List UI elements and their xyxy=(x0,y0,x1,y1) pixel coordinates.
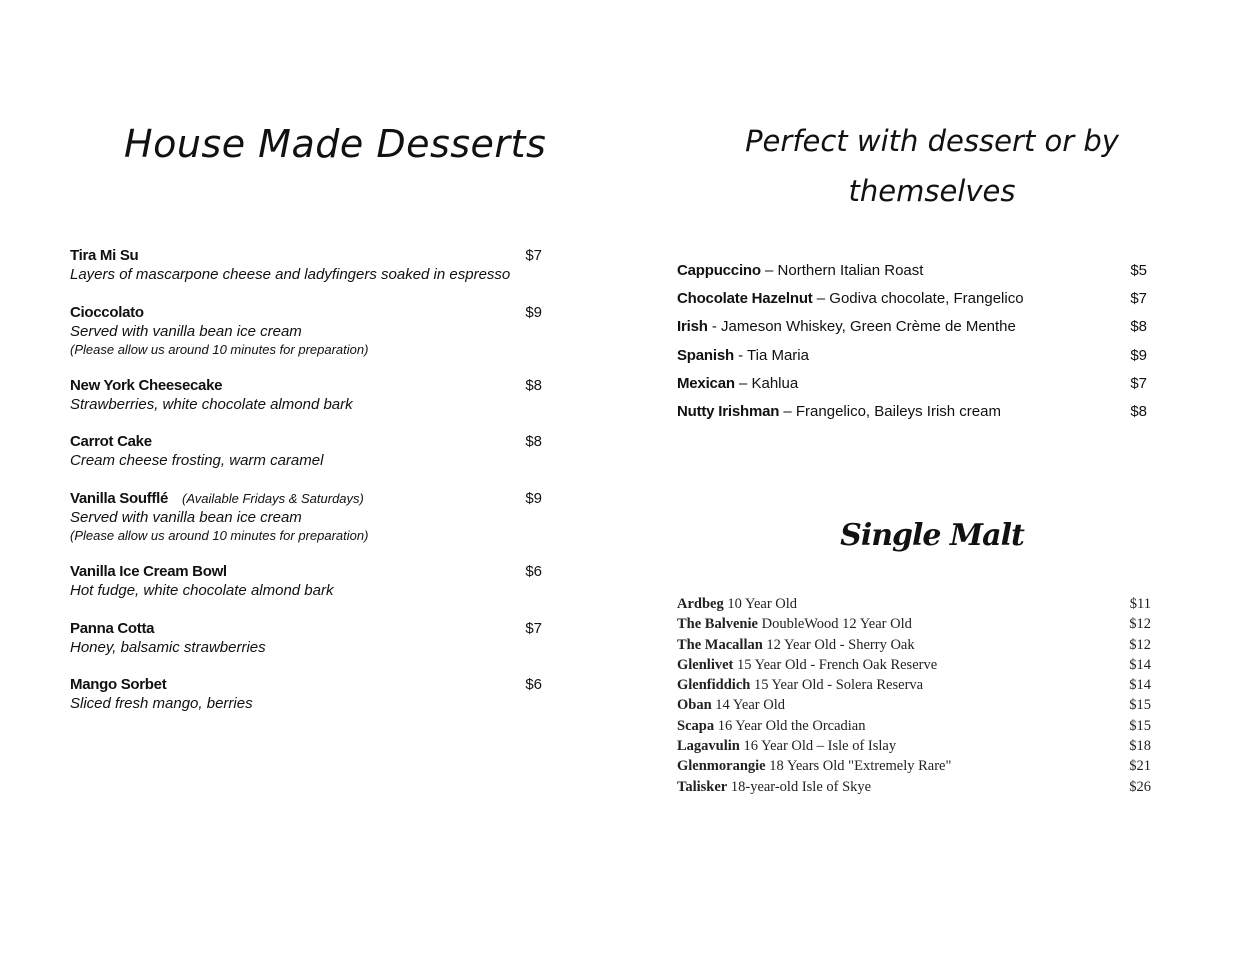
drink-name: Nutty Irishman xyxy=(677,402,780,420)
dessert-name: Vanilla Soufflé xyxy=(70,490,169,507)
availability-note: (Available Fridays & Saturdays) xyxy=(182,491,364,506)
malt-name: Glenmorangie xyxy=(677,758,766,775)
malt-item xyxy=(677,635,1151,655)
dessert-item xyxy=(70,246,542,303)
dessert-item xyxy=(70,675,542,715)
malt-name: Talisker xyxy=(677,778,728,795)
malt-price: $11 xyxy=(1129,596,1151,612)
dessert-name: Mango Sorbet xyxy=(70,676,167,693)
dessert-name: Panna Cotta xyxy=(70,620,155,637)
dessert-price: $7 xyxy=(525,620,542,637)
malt-detail: 10 Year Old xyxy=(723,596,798,612)
dessert-item xyxy=(70,376,542,432)
malt-price: $15 xyxy=(1129,697,1151,714)
malt-item xyxy=(677,675,1151,695)
drinks-title: Perfect with dessert or by themselves xyxy=(745,124,1119,208)
dessert-item xyxy=(70,619,542,675)
drink-detail: – Godiva chocolate, Frangelico xyxy=(812,290,1024,308)
drink-price: $9 xyxy=(1130,346,1147,364)
dessert-item xyxy=(70,303,542,376)
malt-item xyxy=(677,736,1151,756)
malt-name: The Balvenie xyxy=(677,616,758,633)
dessert-prep-note: (Please allow us around 10 minutes for preparation) xyxy=(70,528,369,543)
malt-price: $18 xyxy=(1129,738,1151,755)
malt-item xyxy=(677,695,1151,715)
dessert-price: $6 xyxy=(525,563,542,580)
drink-item xyxy=(677,289,1147,317)
malt-detail: 15 Year Old - French Oak Reserve xyxy=(733,656,938,673)
drink-price: $5 xyxy=(1130,262,1147,279)
drink-detail: - Tia Maria xyxy=(733,346,809,364)
drink-price: $8 xyxy=(1130,402,1147,420)
drink-name: Chocolate Hazelnut xyxy=(677,290,813,308)
drink-item xyxy=(677,317,1147,345)
malt-detail: 16 Year Old the Orcadian xyxy=(714,717,866,734)
malt-detail: DoubleWood 12 Year Old xyxy=(757,616,912,633)
desserts-title: House Made Desserts xyxy=(124,122,547,166)
dessert-description: Layers of mascarpone cheese and ladyfingers soaked in espresso xyxy=(70,266,511,283)
single-malt-list xyxy=(677,594,1151,797)
dessert-price: $8 xyxy=(525,377,542,394)
dessert-price: $9 xyxy=(525,304,542,321)
malt-price: $12 xyxy=(1129,636,1151,653)
dessert-description: Sliced fresh mango, berries xyxy=(70,695,253,712)
malt-item xyxy=(677,777,1151,797)
malt-item xyxy=(677,614,1151,634)
dessert-description: Honey, balsamic strawberries xyxy=(70,639,266,656)
malt-price: $14 xyxy=(1129,677,1151,694)
drink-name: Irish xyxy=(677,318,708,336)
drink-item xyxy=(677,261,1147,289)
dessert-description: Served with vanilla bean ice cream xyxy=(70,323,302,340)
malt-detail: 15 Year Old - Solera Reserva xyxy=(750,677,924,694)
dessert-name: Cioccolato xyxy=(70,304,144,321)
drink-name: Spanish xyxy=(677,346,734,364)
dessert-price: $8 xyxy=(525,433,542,450)
dessert-price: $7 xyxy=(525,247,542,264)
drink-price: $7 xyxy=(1130,374,1147,392)
drink-detail: – Kahlua xyxy=(734,374,799,392)
malt-price: $21 xyxy=(1129,758,1151,775)
malt-name: Ardbeg xyxy=(677,596,724,612)
drink-item xyxy=(677,346,1147,374)
malt-name: Lagavulin xyxy=(677,738,740,755)
malt-name: Scapa xyxy=(677,717,715,734)
drink-name: Cappuccino xyxy=(677,262,761,279)
dessert-price: $9 xyxy=(525,490,542,507)
malt-price: $15 xyxy=(1129,717,1151,734)
dessert-description: Strawberries, white chocolate almond bark xyxy=(70,396,353,413)
dessert-name: New York Cheesecake xyxy=(70,377,223,394)
malt-item xyxy=(677,756,1151,776)
malt-price: $12 xyxy=(1129,616,1151,633)
drink-price: $8 xyxy=(1130,318,1147,336)
dessert-description: Cream cheese frosting, warm caramel xyxy=(70,452,324,469)
malt-name: Glenfiddich xyxy=(677,677,751,694)
malt-item xyxy=(677,594,1151,614)
dessert-description: Hot fudge, white chocolate almond bark xyxy=(70,582,334,599)
malt-name: The Macallan xyxy=(677,636,763,653)
dessert-name: Carrot Cake xyxy=(70,433,152,450)
dessert-price: $6 xyxy=(525,676,542,693)
drinks-list xyxy=(677,261,1147,430)
drink-item xyxy=(677,374,1147,402)
dessert-item xyxy=(70,432,542,489)
malt-detail: 14 Year Old xyxy=(711,697,785,714)
dessert-description: Served with vanilla bean ice cream xyxy=(70,509,302,526)
malt-name: Glenlivet xyxy=(677,656,734,673)
malt-detail: 18 Years Old "Extremely Rare" xyxy=(765,758,952,775)
malt-item xyxy=(677,716,1151,736)
malt-item xyxy=(677,655,1151,675)
malt-price: $14 xyxy=(1129,656,1151,673)
drink-detail: – Frangelico, Baileys Irish cream xyxy=(779,402,1001,420)
dessert-name: Vanilla Ice Cream Bowl xyxy=(70,563,227,580)
dessert-item xyxy=(70,489,542,562)
drink-name: Mexican xyxy=(677,374,735,392)
desserts-list xyxy=(70,246,542,715)
drink-item xyxy=(677,402,1147,430)
malt-detail: 16 Year Old – Isle of Islay xyxy=(739,738,897,755)
malt-price: $26 xyxy=(1129,778,1151,795)
malt-detail: 12 Year Old - Sherry Oak xyxy=(762,636,915,653)
drink-price: $7 xyxy=(1130,290,1147,308)
dessert-item xyxy=(70,562,542,619)
malt-name: Oban xyxy=(677,697,712,714)
dessert-name: Tira Mi Su xyxy=(70,247,139,264)
single-malt-title: Single Malt xyxy=(840,518,1024,553)
drink-detail: – Northern Italian Roast xyxy=(760,262,924,279)
malt-detail: 18-year-old Isle of Skye xyxy=(727,778,872,795)
drink-detail: - Jameson Whiskey, Green Crème de Menthe xyxy=(707,318,1016,336)
dessert-prep-note: (Please allow us around 10 minutes for preparation) xyxy=(70,342,369,357)
